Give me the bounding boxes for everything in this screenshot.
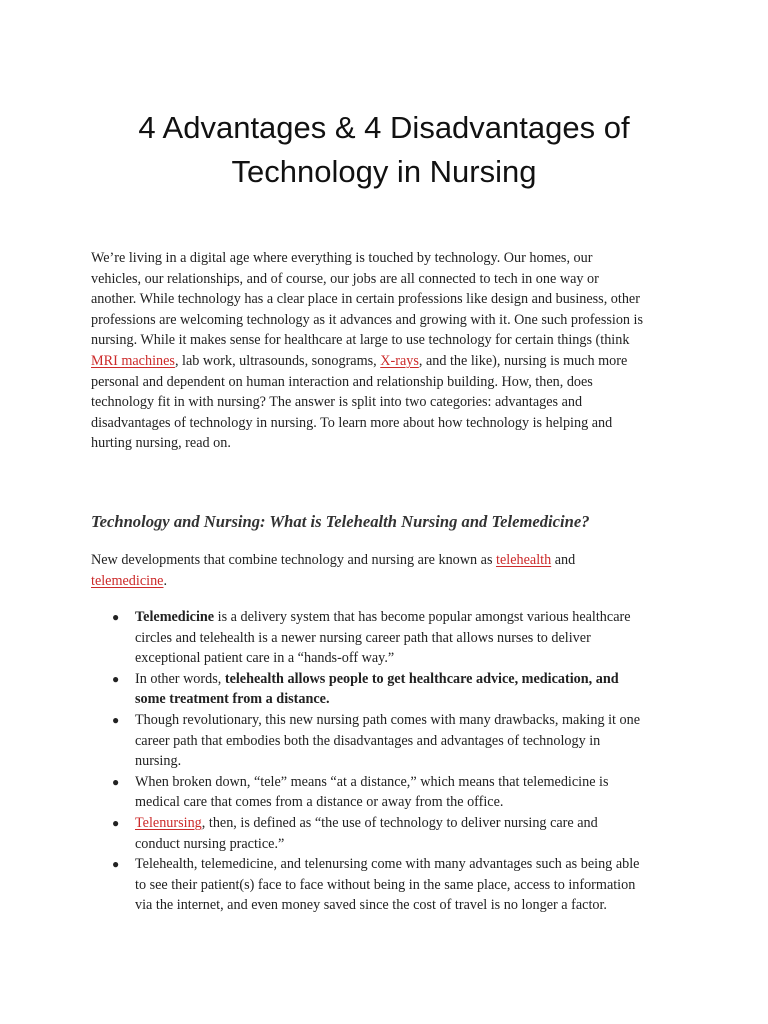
bullet-text: is a delivery system that has become popular amongst various healthcare (214, 609, 631, 625)
bullet-line: circles and telehealth is a newer nursing career path that allows nurses to deliver (135, 629, 591, 646)
bullet-line: to see their patient(s) face to face without being in the same place, access to information (135, 876, 636, 893)
intro-line: vehicles, our relationships, and of course, our jobs are all connected to tech in one way or (91, 270, 599, 287)
bullet-icon: ● (112, 712, 120, 727)
intro-line: professions are welcoming technology as it advances and growing with it. One such profession is (91, 311, 644, 328)
lead-text: and (551, 552, 576, 568)
x-rays-link[interactable]: X-rays (380, 352, 419, 369)
list-item (0, 772, 768, 813)
bullet-line (135, 607, 768, 628)
list-item (0, 854, 768, 916)
bullet-line: nursing. (135, 753, 182, 770)
bullet-line: via the internet, and even money saved since the cost of travel is no longer a factor. (135, 897, 607, 914)
document-title (60, 106, 708, 194)
intro-line: personal and dependent on human interaction and relationship building. How, then, does (91, 373, 593, 390)
telenursing-link[interactable]: Telenursing (135, 814, 202, 831)
bullet-line: Though revolutionary, this new nursing path comes with many drawbacks, making it one (135, 711, 640, 728)
list-item (0, 813, 768, 854)
bullet-icon: ● (112, 671, 120, 686)
section-lead-paragraph (91, 550, 681, 591)
lead-line (91, 550, 681, 571)
bullet-icon: ● (112, 815, 120, 830)
bullet-line (135, 669, 768, 690)
bullet-list (0, 607, 768, 916)
bullet-line: conduct nursing practice.” (135, 835, 285, 852)
intro-line: disadvantages of technology in nursing. To learn more about how technology is helping and (91, 414, 613, 431)
bullet-icon: ● (112, 857, 120, 872)
lead-line (91, 571, 681, 592)
bullet-icon: ● (112, 774, 120, 789)
section-heading: Technology and Nursing: What is Telehealth Nursing and Telemedicine? (91, 512, 590, 531)
lead-text: New developments that combine technology and nursing are known as (91, 552, 497, 568)
bullet-line (135, 813, 768, 834)
bullet-line: exceptional patient care in a “hands-off way.” (135, 650, 395, 667)
title-line-1: 4 Advantages & 4 Disadvantages of (138, 110, 630, 145)
list-item (0, 710, 768, 772)
telemedicine-link[interactable]: telemedicine (91, 572, 164, 589)
bullet-text: , then, is defined as “the use of technology to deliver nursing care and (201, 814, 598, 831)
intro-text: , and the like), nursing is much more (418, 352, 628, 369)
intro-line (91, 351, 681, 372)
intro-line: technology fit in with nursing? The answer is split into two categories: advantages and (91, 394, 583, 411)
bold-text: telehealth allows people to get healthcare advice, medication, and (224, 670, 619, 687)
lead-text: . (163, 572, 168, 589)
bullet-icon: ● (112, 610, 120, 624)
bullet-text: In other words, (135, 670, 225, 687)
intro-paragraph (91, 248, 681, 454)
bullet-line: When broken down, “tele” means “at a distance,” which means that telemedicine is (135, 773, 609, 790)
bullet-line: Telehealth, telemedicine, and telenursing come with many advantages such as being able (135, 856, 640, 873)
title-line-2: Technology in Nursing (231, 154, 537, 189)
bold-text: some treatment from a distance. (135, 691, 330, 708)
intro-line: another. While technology has a clear place in certain professions like design and business, other (91, 291, 640, 308)
list-item (0, 607, 768, 669)
intro-line: nursing. While it makes sense for healthcare at large to use technology for certain things (think (91, 332, 630, 349)
list-item (0, 669, 768, 710)
intro-line: hurting nursing, read on. (91, 435, 231, 452)
bullet-line (135, 689, 768, 710)
mri-machines-link[interactable]: MRI machines (91, 352, 175, 369)
bullet-line: medical care that comes from a distance or away from the office. (135, 794, 504, 811)
intro-text: , lab work, ultrasounds, sonograms, (174, 352, 381, 369)
telehealth-link[interactable]: telehealth (496, 552, 552, 568)
bullet-line: career path that embodies both the disadvantages and advantages of technology in (135, 732, 601, 749)
intro-line: We’re living in a digital age where everything is touched by technology. Our homes, our (91, 250, 593, 266)
bold-term: Telemedicine (135, 609, 215, 625)
